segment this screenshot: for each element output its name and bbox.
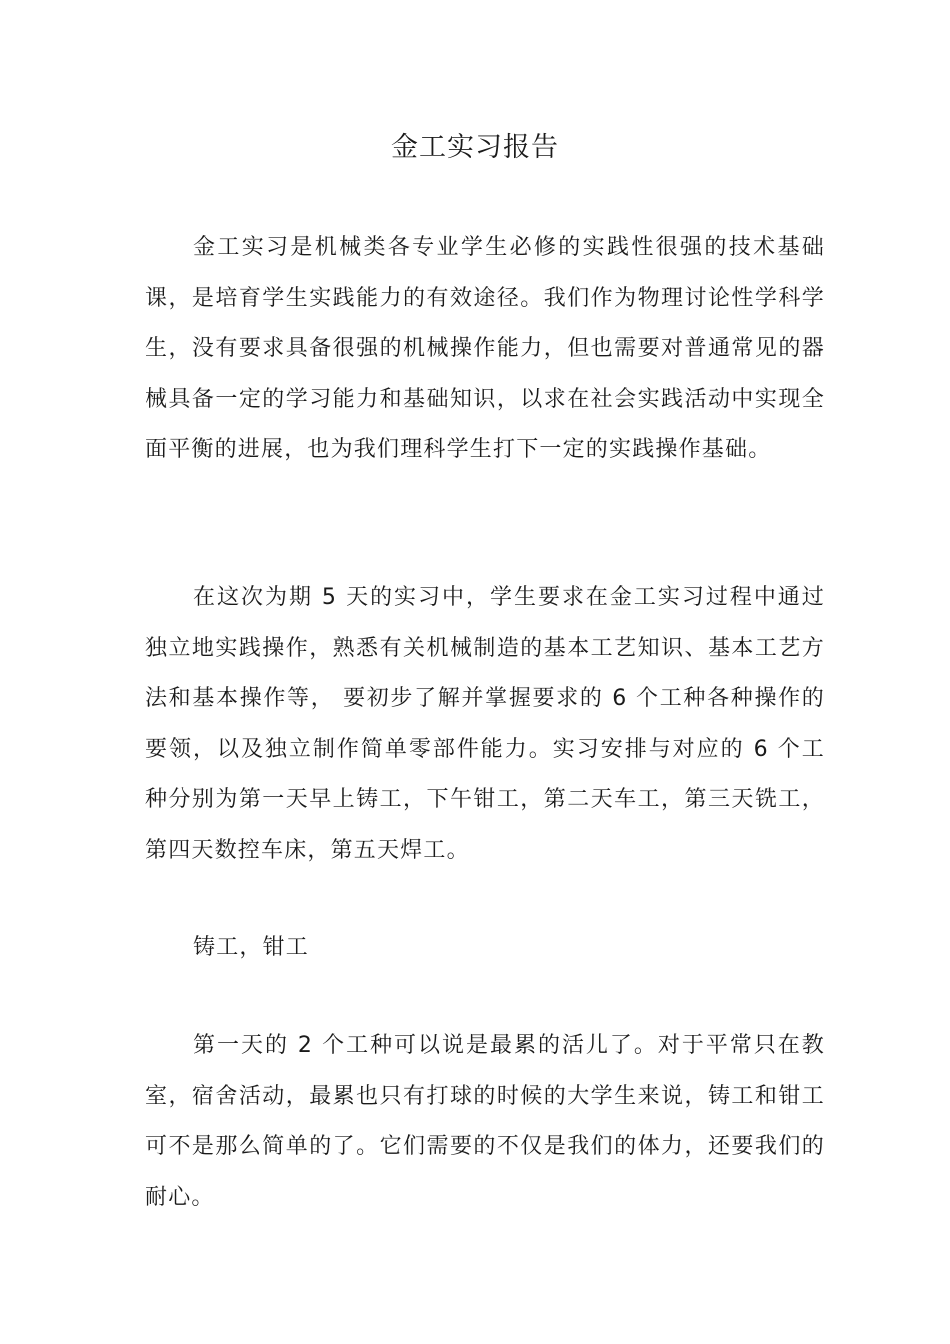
paragraph-intro: 金工实习是机械类各专业学生必修的实践性很强的技术基础课，是培育学生实践能力的有效途径。我们作为物理讨论性学科学生，没有要求具备很强的机械操作能力，但也需要对普通常见的器械具备一定的学习能力和基础知识，以求在社会实践活动中实现全面平衡的进展，也为我们理科学生打下一定的实践操作基础。 xyxy=(145,235,825,462)
section-heading-casting-fitting: 铸工，钳工 xyxy=(193,935,310,960)
document-title: 金工实习报告 xyxy=(391,132,559,163)
paragraph-schedule: 在这次为期 5 天的实习中，学生要求在金工实习过程中通过独立地实践操作，熟悉有关机械制造的基本工艺知识、基本工艺方法和基本操作等， 要初步了解并掌握要求的 6 个工种各种操作的要领，以及独立制作简单零部件能力。实习安排与对应的 6 个工种分别为第一天早上铸工，下午钳工，第二天车工，第三天铣工，第四天数控车床，第五天焊工。 xyxy=(145,585,825,863)
paragraph-day-one: 第一天的 2 个工种可以说是最累的活儿了。对于平常只在教室，宿舍活动，最累也只有打球的时候的大学生来说，铸工和钳工可不是那么简单的了。它们需要的不仅是我们的体力，还要我们的耐心。 xyxy=(145,1033,825,1210)
